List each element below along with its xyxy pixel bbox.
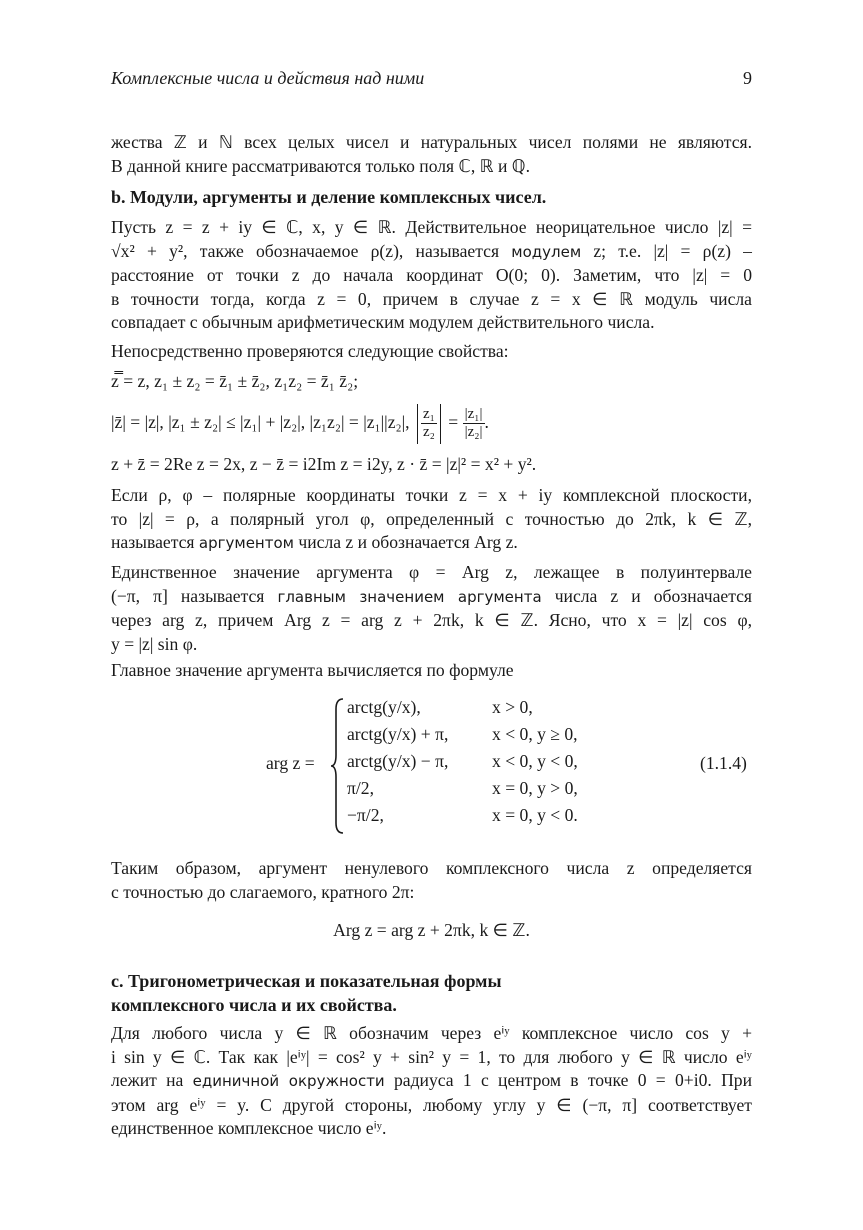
intro-paragraph: [111, 131, 752, 178]
text-line: Непосредственно проверяются следующие свойства:: [111, 341, 509, 361]
text-line: [111, 585, 752, 610]
case-cond: x < 0, y < 0,: [492, 751, 578, 771]
case-expr: −π/2,: [347, 805, 384, 825]
text-line: Главное значение аргумента вычисляется по формуле: [111, 660, 514, 680]
text-span: √x² + y², также обозначаемое ρ(z), называется: [111, 240, 512, 261]
arg-formula: Arg z = arg z + 2πk, k ∈ ℤ.: [333, 920, 530, 940]
text-line: Единственное значение аргумента φ = Arg z, лежащее в полуинтервале: [111, 562, 752, 582]
formula-line: |z̄| = |z|, |z₁ ± z₂| ≤ |z₁| + |z₂|, |z₁z₂| = |z₁||z₂|, $\frac{\text{z₁}}{\text{z₂}}$ = $\frac{\text{|z₁|}}{\text{|z₂|}}$ .: [111, 398, 752, 446]
case-cond: x = 0, y < 0.: [492, 805, 578, 825]
text-line: в точности тогда, когда z = 0, причем в случае z = x ∈ ℝ модуль числа: [111, 288, 752, 309]
text-line: [111, 240, 752, 265]
section-heading: b. Модули, аргументы и деление комплексных чисел.: [111, 187, 547, 207]
fraction: [463, 406, 485, 441]
abs-bar: [440, 404, 441, 444]
exponential-paragraph: [111, 1022, 752, 1141]
text-line: Если ρ, φ – полярные координаты точки z = x + iy комплексной плоскости,: [111, 485, 752, 505]
formula-intro: [111, 659, 752, 683]
property-2: [111, 398, 752, 448]
conclusion-paragraph: [111, 857, 752, 904]
header-title: Комплексные числа и действия над ними: [111, 68, 425, 88]
formula-line: z + z̄ = 2Re z = 2x, z − z̄ = i2Im z = i2y, z · z̄ = |z|² = x² + y².: [111, 454, 537, 474]
fraction: [421, 406, 437, 441]
cases-brace: [330, 697, 346, 835]
text-line: то |z| = ρ, а полярный угол φ, определенный с точностью до 2πk, k ∈ ℤ,: [111, 508, 752, 529]
case-expr: π/2,: [347, 778, 374, 798]
denominator: |z₂|: [464, 424, 483, 441]
text-line: совпадает с обычным арифметическим модулем действительного числа.: [111, 312, 655, 333]
text-line: y = |z| sin φ.: [111, 633, 198, 654]
equals-sign: =: [448, 412, 459, 432]
text-span: (−π, π] называется: [111, 585, 278, 606]
text-line: единственное комплексное число eⁱʸ.: [111, 1118, 387, 1139]
denominator: z₂: [422, 424, 435, 441]
case-cond: x > 0,: [492, 697, 533, 717]
term-argument: аргументом: [198, 534, 294, 553]
text-line: Пусть z = z + iy ∈ ℂ, x, y ∈ ℝ. Действительное неорицательное число |z| =: [111, 217, 752, 237]
text-line: Таким образом, аргумент ненулевого комплексного числа z определяется: [111, 858, 752, 878]
case-cond: x < 0, y ≥ 0,: [492, 724, 578, 744]
numerator: z₁: [422, 406, 435, 423]
text-span: z; т.е. |z| = ρ(z) –: [581, 240, 752, 261]
text-line: Для любого числа y ∈ ℝ обозначим через eⁱʸ комплексное число cos y +: [111, 1023, 752, 1043]
numerator: |z₁|: [464, 406, 483, 423]
case-expr: arctg(y/x) + π,: [347, 724, 449, 744]
text-line: через arg z, причем Arg z = arg z + 2πk, k ∈ ℤ. Ясно, что x = |z| cos φ,: [111, 610, 752, 631]
term-unit-circle: единичной окружности: [192, 1072, 385, 1091]
case-expr: arctg(y/x) − π,: [347, 751, 449, 771]
equation-number: (1.1.4): [700, 753, 747, 773]
text-line: В данной книге рассматриваются только поля ℂ, ℝ и ℚ.: [111, 155, 531, 176]
term-modulus: модулем: [511, 242, 582, 261]
text-line: с точностью до слагаемого, кратного 2π:: [111, 881, 415, 902]
formula-line: z̿ = z, z₁ ± z₂ = z̄₁ ± z̄₂, z₁z₂ = z̄₁ z̄₂;: [111, 371, 359, 391]
text-line: [111, 531, 752, 556]
property-1: [111, 370, 752, 394]
text-span: лежит на: [111, 1070, 193, 1091]
term-principal-value: главным значением аргумента: [277, 587, 542, 606]
properties-intro: [111, 340, 752, 364]
text-span: числа z и обозначается: [541, 585, 753, 606]
text-line: расстояние от точки z до начала координат O(0; 0). Заметим, что |z| = 0: [111, 265, 752, 286]
text-line: жества ℤ и ℕ всех целых чисел и натуральных чисел полями не являются.: [111, 132, 752, 152]
section-heading-line: c. Тригонометрическая и показательная формы: [111, 971, 502, 991]
page-number: 9: [743, 68, 752, 88]
abs-bar: [417, 404, 418, 444]
section-b-heading: [111, 185, 752, 209]
formula-lhs: arg z =: [266, 753, 315, 773]
section-c-heading: [111, 969, 752, 1017]
text-span: радиуса 1 с центром в точке 0 = 0+i0. При: [384, 1070, 752, 1091]
polar-paragraph: [111, 484, 752, 556]
property-3: [111, 453, 752, 477]
definition-paragraph: [111, 216, 752, 335]
text-line: i sin y ∈ ℂ. Так как |eⁱʸ| = cos² y + sin² y = 1, то для любого y ∈ ℝ число eⁱʸ: [111, 1046, 752, 1067]
section-heading-line: комплексного числа и их свойства.: [111, 995, 397, 1015]
text-line: этом arg eⁱʸ = y. С другой стороны, любому углу y ∈ (−π, π] соответствует: [111, 1094, 752, 1115]
formula-part: |z̄| = |z|, |z₁ ± z₂| ≤ |z₁| + |z₂|, |z₁z₂| = |z₁||z₂|,: [111, 412, 410, 432]
text-span: называется: [111, 532, 199, 553]
case-expr: arctg(y/x),: [347, 697, 421, 717]
principal-arg-paragraph: [111, 561, 752, 656]
text-line: [111, 1069, 752, 1094]
running-header: [111, 68, 752, 92]
case-cond: x = 0, y > 0,: [492, 778, 578, 798]
text-span: числа z и обозначается Arg z.: [293, 532, 518, 553]
